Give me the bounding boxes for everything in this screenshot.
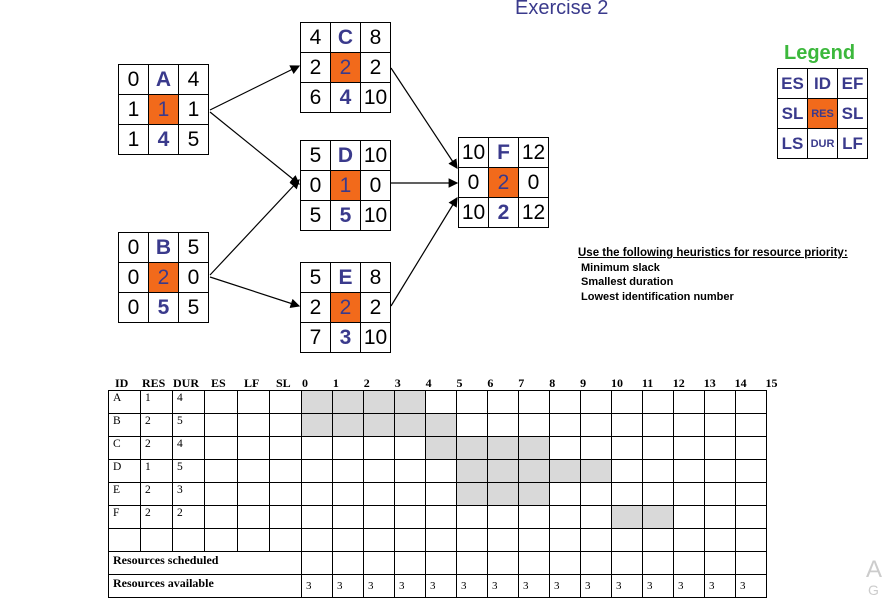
period-cell xyxy=(736,529,767,552)
node-e-slack: 2 xyxy=(301,293,331,323)
node-e xyxy=(300,262,391,353)
cell-es xyxy=(205,391,238,414)
scheduled-period-cell xyxy=(426,437,457,460)
node-b-ls: 0 xyxy=(119,293,149,323)
scheduled-period-cell xyxy=(488,483,519,506)
node-b-slack-right: 0 xyxy=(179,263,209,293)
scheduled-period-cell xyxy=(333,391,364,414)
period-cell xyxy=(457,506,488,529)
node-e-res: 2 xyxy=(331,293,361,323)
node-b-ef: 5 xyxy=(179,233,209,263)
cell-id: A xyxy=(109,391,141,414)
period-cell xyxy=(705,460,736,483)
node-a-dur: 4 xyxy=(149,125,179,155)
cell-es xyxy=(205,483,238,506)
resources-available-cell: 3 xyxy=(333,575,364,598)
resources-available-cell: 3 xyxy=(612,575,643,598)
scheduled-period-cell xyxy=(488,437,519,460)
scheduled-period-cell xyxy=(550,460,581,483)
period-cell xyxy=(457,529,488,552)
period-cell xyxy=(333,483,364,506)
resources-available-row xyxy=(109,575,767,598)
node-a-ls: 1 xyxy=(119,125,149,155)
scheduled-period-cell xyxy=(333,414,364,437)
period-cell xyxy=(364,506,395,529)
scheduled-period-cell xyxy=(395,391,426,414)
resources-scheduled-label: Resources scheduled xyxy=(109,552,302,575)
period-cell xyxy=(674,437,705,460)
period-header: 6 xyxy=(487,376,494,390)
period-cell xyxy=(395,460,426,483)
node-d-ls: 5 xyxy=(301,201,331,231)
resources-scheduled-cell xyxy=(364,552,395,575)
node-c-slack: 2 xyxy=(301,53,331,83)
period-cell xyxy=(395,506,426,529)
heuristic-item: Lowest identification number xyxy=(581,290,734,303)
heuristics xyxy=(578,246,848,304)
resources-scheduled-cell xyxy=(643,552,674,575)
period-header: 14 xyxy=(734,376,747,390)
node-e-ls: 7 xyxy=(301,323,331,353)
period-header: 1 xyxy=(332,376,339,390)
node-a xyxy=(118,64,209,155)
legend-ef: EF xyxy=(838,69,868,99)
resources-scheduled-cell xyxy=(581,552,612,575)
node-c-dur: 4 xyxy=(331,83,361,113)
cell-res: 2 xyxy=(141,414,173,437)
cell-lf xyxy=(238,529,270,552)
scheduled-period-cell xyxy=(302,414,333,437)
scheduled-period-cell xyxy=(364,391,395,414)
scheduled-period-cell xyxy=(581,460,612,483)
period-cell xyxy=(736,460,767,483)
node-d-res: 1 xyxy=(331,171,361,201)
node-e-lf: 10 xyxy=(361,323,391,353)
cell-res: 2 xyxy=(141,437,173,460)
node-d-dur: 5 xyxy=(331,201,361,231)
scheduled-period-cell xyxy=(519,437,550,460)
period-cell xyxy=(519,506,550,529)
node-b-es: 0 xyxy=(119,233,149,263)
cell-dur: 4 xyxy=(173,437,205,460)
node-f-ef: 12 xyxy=(519,138,549,168)
cell-res: 1 xyxy=(141,460,173,483)
cell-dur: 4 xyxy=(173,391,205,414)
cell-sl xyxy=(270,460,302,483)
cell-sl xyxy=(270,483,302,506)
node-c-slack-right: 2 xyxy=(361,53,391,83)
legend-dur: DUR xyxy=(808,129,838,159)
cell-lf xyxy=(238,414,270,437)
cell-sl xyxy=(270,391,302,414)
node-e-slack-right: 2 xyxy=(361,293,391,323)
period-cell xyxy=(643,391,674,414)
schedule-row xyxy=(109,506,767,529)
period-header: 0 xyxy=(302,376,308,390)
cell-es xyxy=(205,414,238,437)
period-cell xyxy=(581,391,612,414)
legend-ls: LS xyxy=(778,129,808,159)
cell-sl xyxy=(270,506,302,529)
period-cell xyxy=(395,437,426,460)
cell-id: C xyxy=(109,437,141,460)
period-cell xyxy=(643,483,674,506)
resources-scheduled-cell xyxy=(395,552,426,575)
scheduled-period-cell xyxy=(302,391,333,414)
period-header: 11 xyxy=(641,376,654,390)
period-cell xyxy=(333,460,364,483)
period-cell xyxy=(581,529,612,552)
period-cell xyxy=(426,529,457,552)
node-d-ef: 10 xyxy=(361,141,391,171)
resources-available-cell: 3 xyxy=(736,575,767,598)
period-cell xyxy=(302,529,333,552)
node-a-id: A xyxy=(149,65,179,95)
cell-id: D xyxy=(109,460,141,483)
node-d-slack: 0 xyxy=(301,171,331,201)
node-c-lf: 10 xyxy=(361,83,391,113)
node-b-dur: 5 xyxy=(149,293,179,323)
node-b-slack: 0 xyxy=(119,263,149,293)
period-cell xyxy=(705,529,736,552)
resources-available-cell: 3 xyxy=(395,575,426,598)
cell-id: F xyxy=(109,506,141,529)
heuristic-item: Minimum slack xyxy=(581,261,660,274)
col-header-es: ES xyxy=(211,376,226,390)
legend-slack: SL xyxy=(778,99,808,129)
period-cell xyxy=(457,414,488,437)
edge-char: G xyxy=(868,582,879,598)
cell-res: 2 xyxy=(141,506,173,529)
period-cell xyxy=(705,506,736,529)
period-header: 12 xyxy=(672,376,685,390)
resources-scheduled-cell xyxy=(426,552,457,575)
resources-available-cell: 3 xyxy=(705,575,736,598)
period-cell xyxy=(674,506,705,529)
period-cell xyxy=(643,460,674,483)
cell-dur: 3 xyxy=(173,483,205,506)
legend-res: RES xyxy=(808,99,838,129)
cell-res: 2 xyxy=(141,483,173,506)
resources-available-cell: 3 xyxy=(302,575,333,598)
period-cell xyxy=(736,483,767,506)
period-cell xyxy=(674,391,705,414)
arrow-c-f xyxy=(391,68,457,168)
period-cell xyxy=(612,483,643,506)
cell-sl xyxy=(270,529,302,552)
node-c-ls: 6 xyxy=(301,83,331,113)
node-f-id: F xyxy=(489,138,519,168)
node-b-lf: 5 xyxy=(179,293,209,323)
cell-sl xyxy=(270,437,302,460)
node-d-lf: 10 xyxy=(361,201,391,231)
node-c-res: 2 xyxy=(331,53,361,83)
legend-id: ID xyxy=(808,69,838,99)
arrow-e-f xyxy=(391,198,457,306)
resources-available-cell: 3 xyxy=(426,575,457,598)
period-header: 9 xyxy=(580,376,587,390)
scheduled-period-cell xyxy=(395,414,426,437)
node-d-es: 5 xyxy=(301,141,331,171)
schedule-row xyxy=(109,529,767,552)
node-e-ef: 8 xyxy=(361,263,391,293)
period-cell xyxy=(364,460,395,483)
period-cell xyxy=(643,437,674,460)
resources-scheduled-cell xyxy=(333,552,364,575)
period-cell xyxy=(333,529,364,552)
period-cell xyxy=(643,529,674,552)
period-cell xyxy=(302,506,333,529)
period-cell xyxy=(333,437,364,460)
period-cell xyxy=(302,437,333,460)
period-cell xyxy=(612,437,643,460)
period-cell xyxy=(705,414,736,437)
resources-available-cell: 3 xyxy=(519,575,550,598)
period-cell xyxy=(364,483,395,506)
node-e-id: E xyxy=(331,263,361,293)
schedule-table xyxy=(108,390,767,598)
col-header-lf: LF xyxy=(244,376,260,390)
resources-available-cell: 3 xyxy=(550,575,581,598)
period-cell xyxy=(674,460,705,483)
col-header-res: RES xyxy=(142,376,166,390)
col-header-sl: SL xyxy=(276,376,291,390)
col-header-dur: DUR xyxy=(173,376,199,390)
scheduled-period-cell xyxy=(643,506,674,529)
period-header: 10 xyxy=(611,376,623,390)
resources-scheduled-cell xyxy=(705,552,736,575)
legend-box xyxy=(777,68,868,159)
legend-lf: LF xyxy=(838,129,868,159)
heuristic-item: Smallest duration xyxy=(581,276,674,288)
period-cell xyxy=(643,414,674,437)
scheduled-period-cell xyxy=(364,414,395,437)
period-cell xyxy=(302,460,333,483)
period-header: 8 xyxy=(549,376,556,390)
cell-id xyxy=(109,529,141,552)
scheduled-period-cell xyxy=(457,437,488,460)
cell-lf xyxy=(238,391,270,414)
period-cell xyxy=(488,506,519,529)
period-cell xyxy=(364,437,395,460)
cell-id: E xyxy=(109,483,141,506)
schedule-row xyxy=(109,391,767,414)
cell-dur xyxy=(173,529,205,552)
schedule-row xyxy=(109,414,767,437)
period-header: 2 xyxy=(363,376,370,390)
node-e-dur: 3 xyxy=(331,323,361,353)
node-a-slack: 1 xyxy=(119,95,149,125)
resources-scheduled-cell xyxy=(736,552,767,575)
resources-scheduled-cell xyxy=(612,552,643,575)
node-f-slack: 0 xyxy=(459,168,489,198)
cell-es xyxy=(205,437,238,460)
resources-available-cell: 3 xyxy=(581,575,612,598)
node-a-slack-right: 1 xyxy=(179,95,209,125)
period-cell xyxy=(488,529,519,552)
scheduled-period-cell xyxy=(457,483,488,506)
period-cell xyxy=(736,437,767,460)
period-cell xyxy=(705,483,736,506)
period-header: 4 xyxy=(425,376,432,390)
cell-lf xyxy=(238,506,270,529)
period-cell xyxy=(395,529,426,552)
edge-char: A xyxy=(866,556,882,583)
legend-slack-right: SL xyxy=(838,99,868,129)
node-a-res: 1 xyxy=(149,95,179,125)
resources-available-cell: 3 xyxy=(674,575,705,598)
cell-es xyxy=(205,460,238,483)
period-cell xyxy=(333,506,364,529)
period-cell xyxy=(550,391,581,414)
node-b-res: 2 xyxy=(149,263,179,293)
arrow-b-e xyxy=(210,277,299,306)
period-header: 13 xyxy=(703,376,716,390)
cell-lf xyxy=(238,460,270,483)
node-a-es: 0 xyxy=(119,65,149,95)
period-cell xyxy=(581,506,612,529)
resources-available-cell: 3 xyxy=(488,575,519,598)
node-c-id: C xyxy=(331,23,361,53)
arrow-a-d xyxy=(210,112,299,184)
resources-scheduled-cell xyxy=(302,552,333,575)
period-cell xyxy=(488,391,519,414)
heuristics-heading: Use the following heuristics for resource priority: xyxy=(578,247,848,259)
arrow-b-d xyxy=(210,180,299,275)
period-cell xyxy=(395,483,426,506)
node-f-res: 2 xyxy=(489,168,519,198)
node-f-ls: 10 xyxy=(459,198,489,228)
node-a-lf: 5 xyxy=(179,125,209,155)
legend-es: ES xyxy=(778,69,808,99)
scheduled-period-cell xyxy=(612,506,643,529)
period-cell xyxy=(612,414,643,437)
scheduled-period-cell xyxy=(519,460,550,483)
resources-available-label: Resources available xyxy=(109,575,302,598)
period-header: 15 xyxy=(765,376,778,390)
cell-lf xyxy=(238,483,270,506)
node-b xyxy=(118,232,209,323)
period-cell xyxy=(550,437,581,460)
resources-scheduled-cell xyxy=(488,552,519,575)
node-f-lf: 12 xyxy=(519,198,549,228)
period-cell xyxy=(519,414,550,437)
legend-title: Legend xyxy=(784,42,856,64)
resources-scheduled-cell xyxy=(457,552,488,575)
period-cell xyxy=(426,506,457,529)
scheduled-period-cell xyxy=(457,460,488,483)
scheduled-period-cell xyxy=(426,414,457,437)
node-c-es: 4 xyxy=(301,23,331,53)
schedule-row xyxy=(109,483,767,506)
resources-scheduled-row xyxy=(109,552,767,575)
node-d-slack-right: 0 xyxy=(361,171,391,201)
node-c-ef: 8 xyxy=(361,23,391,53)
period-header: 5 xyxy=(456,376,463,390)
period-cell xyxy=(581,414,612,437)
node-d xyxy=(300,140,391,231)
period-cell xyxy=(674,483,705,506)
period-cell xyxy=(426,483,457,506)
schedule-row xyxy=(109,460,767,483)
period-cell xyxy=(457,391,488,414)
period-header: 7 xyxy=(518,376,525,390)
node-f xyxy=(458,137,549,228)
resources-scheduled-cell xyxy=(519,552,550,575)
period-cell xyxy=(550,529,581,552)
cell-dur: 2 xyxy=(173,506,205,529)
resources-scheduled-cell xyxy=(550,552,581,575)
period-cell xyxy=(426,391,457,414)
period-cell xyxy=(612,460,643,483)
resources-scheduled-cell xyxy=(674,552,705,575)
period-cell xyxy=(519,391,550,414)
cell-lf xyxy=(238,437,270,460)
scheduled-period-cell xyxy=(519,483,550,506)
period-cell xyxy=(519,529,550,552)
cell-dur: 5 xyxy=(173,414,205,437)
node-e-es: 5 xyxy=(301,263,331,293)
node-c xyxy=(300,22,391,113)
period-cell xyxy=(550,483,581,506)
page-title: Exercise 2 xyxy=(515,0,609,19)
period-cell xyxy=(705,391,736,414)
scheduled-period-cell xyxy=(488,460,519,483)
period-cell xyxy=(612,391,643,414)
period-header: 3 xyxy=(394,376,401,390)
node-d-id: D xyxy=(331,141,361,171)
period-cell xyxy=(426,460,457,483)
cell-res xyxy=(141,529,173,552)
period-cell xyxy=(736,506,767,529)
period-cell xyxy=(705,437,736,460)
period-cell xyxy=(674,529,705,552)
col-header-id: ID xyxy=(115,376,129,390)
period-cell xyxy=(736,414,767,437)
period-cell xyxy=(550,414,581,437)
resources-available-cell: 3 xyxy=(643,575,674,598)
node-a-ef: 4 xyxy=(179,65,209,95)
period-cell xyxy=(364,529,395,552)
resources-available-cell: 3 xyxy=(364,575,395,598)
period-cell xyxy=(612,529,643,552)
period-cell xyxy=(581,437,612,460)
cell-res: 1 xyxy=(141,391,173,414)
period-cell xyxy=(550,506,581,529)
resources-available-cell: 3 xyxy=(457,575,488,598)
node-b-id: B xyxy=(149,233,179,263)
schedule-row xyxy=(109,437,767,460)
period-cell xyxy=(674,414,705,437)
node-f-es: 10 xyxy=(459,138,489,168)
cell-es xyxy=(205,506,238,529)
arrow-a-c xyxy=(210,66,299,110)
node-f-dur: 2 xyxy=(489,198,519,228)
node-f-slack-right: 0 xyxy=(519,168,549,198)
period-cell xyxy=(581,483,612,506)
cell-dur: 5 xyxy=(173,460,205,483)
period-cell xyxy=(302,483,333,506)
cell-id: B xyxy=(109,414,141,437)
cell-es xyxy=(205,529,238,552)
cell-sl xyxy=(270,414,302,437)
period-cell xyxy=(736,391,767,414)
period-cell xyxy=(488,414,519,437)
